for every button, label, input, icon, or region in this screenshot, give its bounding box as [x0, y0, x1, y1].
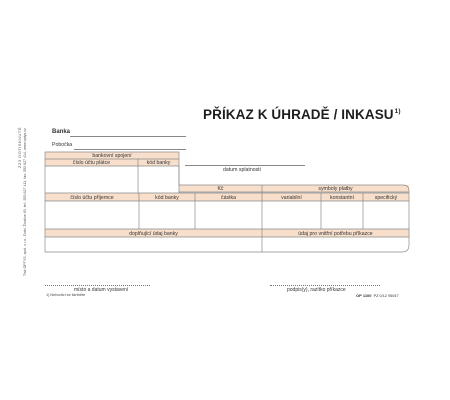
form-title-text: PŘÍKAZ K ÚHRADĚ / INKASU	[203, 107, 394, 122]
symboly-platby-label: symboly platby	[318, 186, 353, 192]
title-footnote-mark: 1)	[394, 108, 401, 115]
pobocka-label: Pobočka	[52, 142, 73, 148]
variabilni-label: variabilní	[281, 195, 302, 201]
banka-label: Banka	[52, 129, 71, 135]
podpis-label: podpis(y), razítko příkazce	[287, 287, 346, 293]
datum-splatnosti-label: datum splatnosti	[223, 167, 261, 173]
form-code-main: OP 1100	[356, 293, 372, 298]
doplnujici-udaj-label: doplňující údaj banky	[129, 231, 178, 237]
specificky-label: specifický	[374, 195, 398, 201]
form-code-small: PZ 0/12 95047	[373, 294, 399, 298]
udaj-vnitrni-potreba-label: údaj pro vnitřní potřebu příkazce	[298, 231, 373, 237]
side-code-text: ZZ3 DOTISKNUTÉ	[17, 126, 22, 168]
cislo-uctu-platce-label: číslo účtu plátce	[72, 160, 111, 166]
misto-datum-line[interactable]	[45, 285, 150, 286]
podpis-line[interactable]	[270, 285, 380, 286]
kod-banky-platce-label: kód banky	[146, 160, 171, 166]
kc-label: Kč	[217, 186, 224, 192]
bankovni-spojeni-label: bankovní spojení	[92, 153, 132, 159]
form-code	[356, 293, 399, 298]
footnote: 1) Nehodící se škrtněte	[46, 293, 86, 297]
kod-banky-prijemce-label: kód banky	[155, 195, 179, 201]
castka-label: částka	[221, 195, 236, 201]
misto-datum-label: místo a datum vystavení	[74, 287, 129, 293]
konstantni-label: konstantní	[330, 195, 354, 201]
side-address-text: Tisk OPTYS, spol. s r.o., Dolní Životice 63, tel.: 553 627 411, fax: 553 627 414, www.optys.cz	[23, 128, 27, 276]
cislo-uctu-prijemce-label: číslo účtu příjemce	[70, 195, 114, 201]
